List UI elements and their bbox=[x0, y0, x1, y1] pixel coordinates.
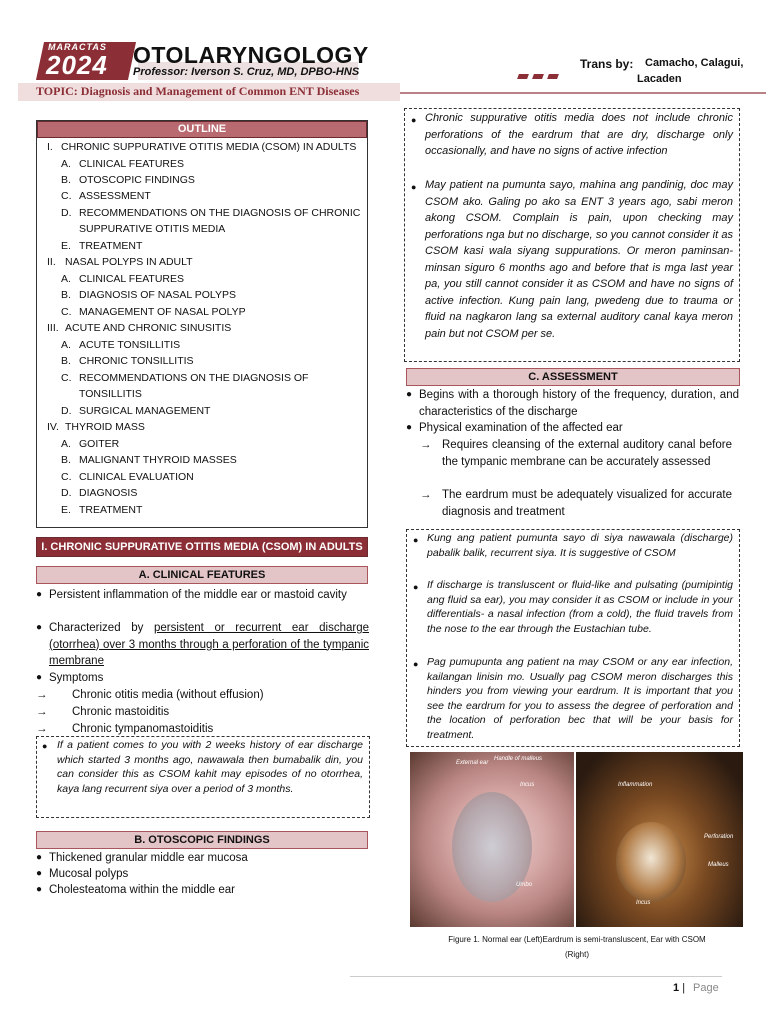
bullet-text: Begins with a thorough history of the frequency, duration, and characteristics of the discharge bbox=[419, 389, 739, 418]
bullet-text-prefix: Characterized by bbox=[49, 622, 154, 634]
figure-caption-line: Figure 1. Normal ear (Left)Eardrum is semi-transluscent, Ear with CSOM bbox=[448, 935, 706, 944]
outline-item-label: DIAGNOSIS OF NASAL POLYPS bbox=[79, 289, 236, 301]
outline-item-label: ACUTE TONSILLITIS bbox=[79, 339, 181, 351]
outline-item-label: CHRONIC TONSILLITIS bbox=[79, 355, 194, 367]
outline-item-label: GOITER bbox=[79, 438, 120, 450]
figure-label: Malleus bbox=[708, 862, 729, 868]
outline-item-number: B. bbox=[61, 289, 71, 301]
bullet-text: Symptoms bbox=[49, 672, 104, 684]
outline-item-label: CLINICAL FEATURES bbox=[79, 273, 185, 285]
header-rule bbox=[400, 92, 766, 94]
outline-item-label: TONSILLITIS bbox=[79, 388, 142, 400]
brand-top-text: MARACTAS bbox=[48, 42, 107, 52]
decor-dash bbox=[517, 74, 529, 79]
arrow-icon: → bbox=[420, 439, 432, 451]
sub-item-text: Chronic otitis media (without effusion) bbox=[72, 689, 264, 701]
outline-item-label: RECOMMENDATIONS ON THE DIAGNOSIS OF bbox=[79, 372, 309, 384]
outline-item-label: OTOSCOPIC FINDINGS bbox=[79, 174, 195, 186]
outline-item-number: I. bbox=[47, 141, 53, 153]
page-number bbox=[673, 982, 685, 994]
note-text: Kung ang patient pumunta sayo di siya nawawala (discharge) pabalik balik, recurrent siya. It is suggestive of CSOM bbox=[427, 532, 733, 559]
outline-item-label: THYROID MASS bbox=[65, 421, 145, 433]
bullet-icon: ● bbox=[411, 115, 417, 125]
course-title: OTOLARYNGOLOGY bbox=[133, 42, 369, 68]
figure-normal-ear bbox=[410, 752, 574, 927]
decor-dash bbox=[532, 74, 544, 79]
outline-item-label: CHRONIC SUPPURATIVE OTITIS MEDIA (CSOM) IN ADULTS bbox=[61, 141, 357, 153]
outline-item-number: C. bbox=[61, 471, 72, 483]
outline-item-number: D. bbox=[61, 405, 72, 417]
page-number-value: 1 bbox=[673, 982, 680, 994]
outline-item-number: II. bbox=[47, 256, 56, 268]
outline-item-number: E. bbox=[61, 240, 71, 252]
note-text: Pag pumupunta ang patient na may CSOM or any ear infection, kailangan linisin mo. Usually pag CSOM meron discharges this hinders you from viewing your eardrum. It is important that you see the eardrum for you to assess the degree of perforation and the location of perforation bec that will be your basis for treatment. bbox=[427, 656, 733, 741]
otoscopic-list bbox=[36, 850, 370, 898]
list-item: ● Begins with a thorough history of the frequency, duration, and characteristics of the discharge bbox=[406, 387, 740, 420]
sub-item-text: Requires cleansing of the external auditory canal before the tympanic membrane can be accurately assessed bbox=[442, 439, 732, 468]
professor-line: Professor: Iverson S. Cruz, MD, DPBO-HNS bbox=[133, 66, 360, 78]
list-item: ● Persistent inflammation of the middle ear or mastoid cavity bbox=[36, 587, 370, 620]
list-item: ● Thickened granular middle ear mucosa bbox=[36, 850, 370, 866]
footer-rule bbox=[350, 976, 722, 977]
outline-item-number: D. bbox=[61, 487, 72, 499]
eardrum-shape bbox=[616, 822, 686, 902]
sub-item bbox=[36, 687, 370, 704]
outline-item-number: D. bbox=[61, 207, 72, 219]
outline-item-number: A. bbox=[61, 339, 71, 351]
list-item: ● Mucosal polyps bbox=[36, 866, 370, 882]
bullet-text: Physical examination of the affected ear bbox=[419, 422, 623, 434]
figure-csom-ear bbox=[576, 752, 743, 927]
bullet-icon: ● bbox=[42, 741, 48, 751]
outline-item-number: B. bbox=[61, 454, 71, 466]
sub-item bbox=[406, 487, 740, 521]
note-text: May patient na pumunta sayo, mahina ang pandinig, doc may CSOM ako. Galing po ako sa ENT 3 years ago, sabi meron akong CSOM. Complain is pain, upon checking may perforations nga but no discharge, so you cannot consider it as CSOM kasi wala siyang suppurations. Or meron paminsan-minsan siguro 6 months ago and before that is mga last year pa, you still cannot consider it as CSOM and have no signs of active infection. Kung pain lang, pwedeng due to trauma or fluid na nagkaron lang sa external auditory canal kaya meron pain but not CSOM per se. bbox=[425, 179, 733, 340]
brand-year: 2024 bbox=[46, 50, 108, 80]
list-item: ● Cholesteatoma within the middle ear bbox=[36, 882, 370, 898]
note-text: If a patient comes to you with 2 weeks history of ear discharge which started 3 months ago, nawawala then bumabalik din, you can consider this as CSOM kahit may episodes of no otorrhea, kaya lang recurrent siya over a period of 3 months. bbox=[57, 739, 363, 795]
outline-item-number: B. bbox=[61, 355, 71, 367]
outline-item-label: CLINICAL EVALUATION bbox=[79, 471, 194, 483]
arrow-icon: → bbox=[36, 706, 48, 718]
section-a-header: A. CLINICAL FEATURES bbox=[36, 566, 368, 584]
page-separator: | bbox=[682, 982, 686, 994]
note-box-assessment bbox=[406, 529, 740, 747]
outline-item-label: TREATMENT bbox=[79, 240, 143, 252]
figure-label: Perforation bbox=[704, 834, 734, 840]
figure-caption-line: (Right) bbox=[564, 950, 589, 959]
note-text: If discharge is transluscent or fluid-like and pulsating (pumipintig ang fluid sa ear), you may consider it as CSOM or include in your differentials- a nasal infection (from a cold), the fluid travels from the nose to the ear through the Eustachian tube. bbox=[427, 579, 733, 635]
note-box-exclusion bbox=[404, 108, 740, 362]
figure-label: Umbo bbox=[516, 882, 533, 888]
outline-item-label: NASAL POLYPS IN ADULT bbox=[65, 256, 193, 268]
trans-by-label: Trans by: bbox=[580, 57, 634, 71]
topic-line: TOPIC: Diagnosis and Management of Common ENT Diseases bbox=[36, 84, 360, 98]
outline-item-number: IV. bbox=[47, 421, 59, 433]
sub-item-text: Chronic tympanomastoiditis bbox=[72, 723, 214, 735]
outline-item-number: A. bbox=[61, 273, 71, 285]
outline-box bbox=[36, 120, 368, 528]
outline-item-number: A. bbox=[61, 158, 71, 170]
decor-dash bbox=[547, 74, 559, 79]
bullet-icon: ● bbox=[411, 182, 417, 192]
note-box-clinical bbox=[36, 736, 370, 818]
list-item: ● Characterized by persistent or recurrent ear discharge (otorrhea) over 3 months through a perforation of the tympanic membrane bbox=[36, 620, 370, 670]
section-c-header: C. ASSESSMENT bbox=[406, 368, 740, 386]
outline-item-label: DIAGNOSIS bbox=[79, 487, 138, 499]
bullet-text: Mucosal polyps bbox=[49, 868, 129, 880]
outline-item-number: B. bbox=[61, 174, 71, 186]
arrow-icon: → bbox=[420, 489, 432, 501]
outline-item-label: SUPPURATIVE OTITIS MEDIA bbox=[79, 223, 226, 235]
sub-item bbox=[406, 437, 740, 487]
outline-item-label: MANAGEMENT OF NASAL POLYP bbox=[79, 306, 246, 318]
figure-label: Incus bbox=[520, 782, 535, 788]
figure-label: Incus bbox=[636, 900, 651, 906]
figure-label: Inflammation bbox=[618, 782, 653, 788]
outline-item-label: TREATMENT bbox=[79, 504, 143, 516]
assessment-list bbox=[406, 387, 740, 521]
bullet-text: Cholesteatoma within the middle ear bbox=[49, 884, 236, 896]
figure-caption bbox=[412, 932, 742, 962]
outline-item-number: III. bbox=[47, 322, 59, 334]
sub-item-text: Chronic mastoiditis bbox=[72, 706, 170, 718]
clinical-features-list bbox=[36, 587, 370, 738]
arrow-icon: → bbox=[36, 723, 48, 735]
list-item: ● Symptoms bbox=[36, 670, 370, 687]
arrow-icon: → bbox=[36, 689, 48, 701]
list-item: ● Physical examination of the affected ear bbox=[406, 420, 740, 437]
outline-item-number: C. bbox=[61, 190, 72, 202]
outline-item-number: C. bbox=[61, 372, 72, 384]
outline-item-number: A. bbox=[61, 438, 71, 450]
sub-item-text: The eardrum must be adequately visualized for accurate diagnosis and treatment bbox=[442, 489, 732, 518]
outline-item-number: C. bbox=[61, 306, 72, 318]
note-text: Chronic suppurative otitis media does not include chronic perforations of the eardrum that are dry, discharge only occasionally, and have no signs of active infection bbox=[425, 112, 733, 157]
bullet-icon: ● bbox=[413, 535, 419, 545]
outline-item-label: ASSESSMENT bbox=[79, 190, 151, 202]
trans-names-2: Lacaden bbox=[637, 73, 682, 85]
outline-item-label: SURGICAL MANAGEMENT bbox=[79, 405, 211, 417]
outline-title: OUTLINE bbox=[37, 121, 367, 138]
bullet-text bbox=[49, 620, 369, 670]
section-b-header: B. OTOSCOPIC FINDINGS bbox=[36, 831, 368, 849]
sub-item bbox=[36, 704, 370, 721]
bullet-text: Thickened granular middle ear mucosa bbox=[49, 852, 248, 864]
bullet-text: Persistent inflammation of the middle ear or mastoid cavity bbox=[49, 589, 347, 601]
figure-label: External ear bbox=[456, 760, 489, 766]
outline-item-number: E. bbox=[61, 504, 71, 516]
page-word: Page bbox=[693, 982, 719, 994]
bullet-icon: ● bbox=[413, 659, 419, 669]
outline-item-label: ACUTE AND CHRONIC SINUSITIS bbox=[65, 322, 232, 334]
outline-item-label: CLINICAL FEATURES bbox=[79, 158, 185, 170]
outline-item-label: MALIGNANT THYROID MASSES bbox=[79, 454, 237, 466]
bullet-icon: ● bbox=[413, 582, 419, 592]
bullet-text-underlined: persistent or recurrent ear discharge (otorrhea) over 3 months through a perforation of the tympanic membrane bbox=[49, 622, 369, 667]
trans-names-1: Camacho, Calagui, bbox=[645, 57, 744, 69]
section-1-header: I. CHRONIC SUPPURATIVE OTITIS MEDIA (CSOM) IN ADULTS bbox=[36, 537, 368, 557]
outline-item-label: RECOMMENDATIONS ON THE DIAGNOSIS OF CHRONIC bbox=[79, 207, 361, 219]
figure-label: Handle of malleus bbox=[494, 756, 543, 762]
